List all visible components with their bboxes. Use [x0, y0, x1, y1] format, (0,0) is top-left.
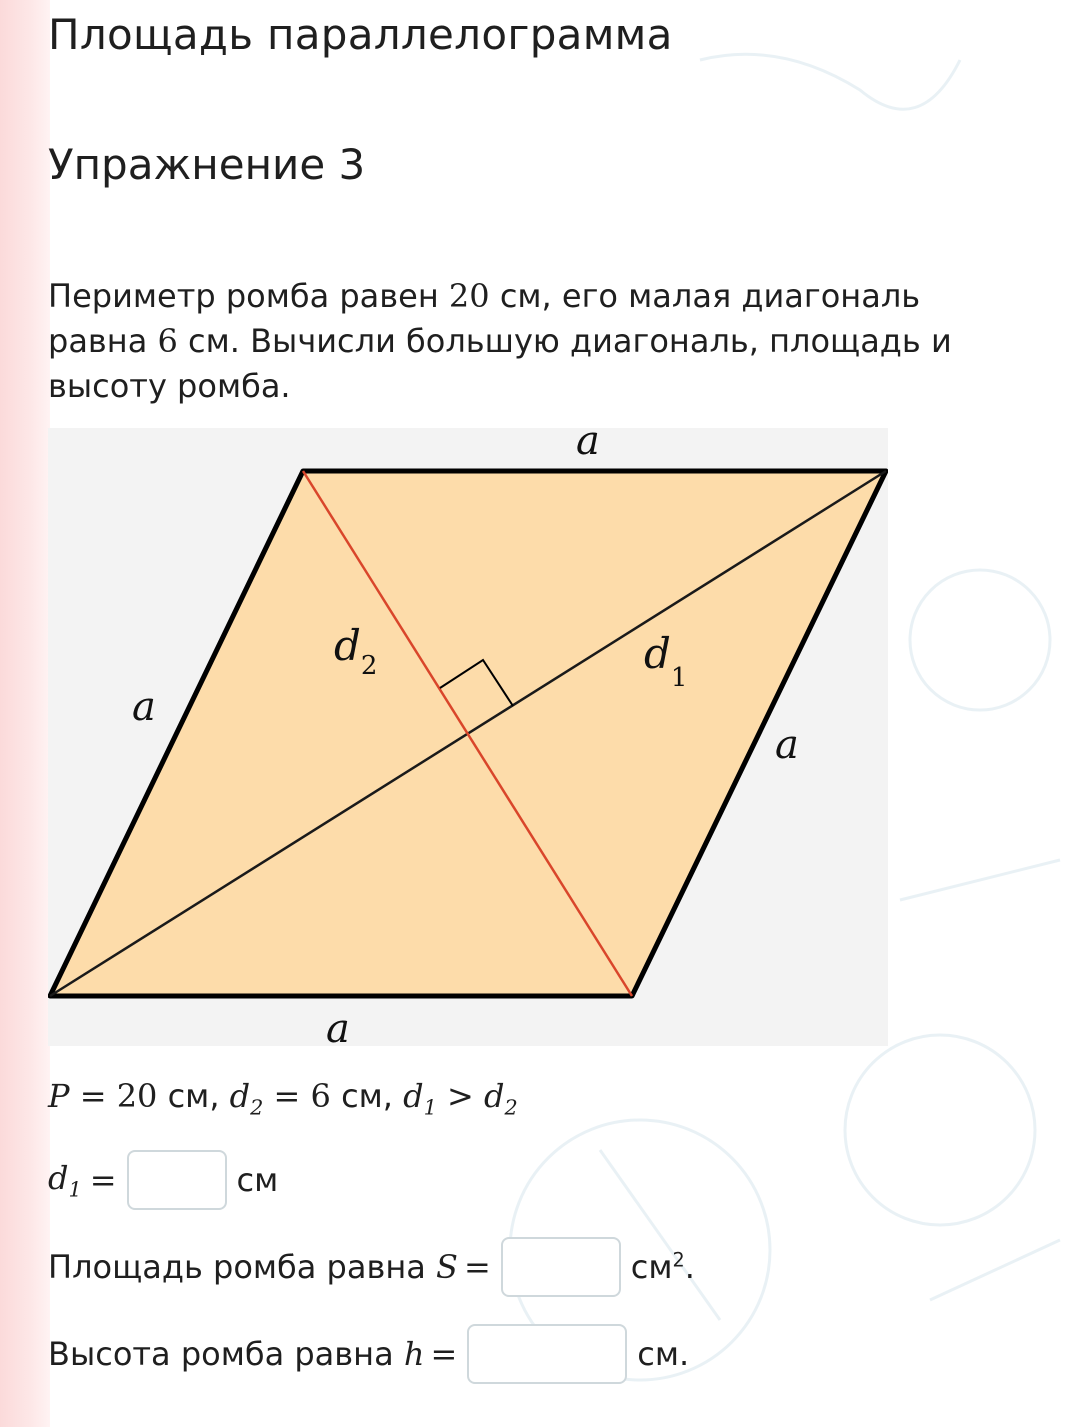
side-label-right: a	[775, 722, 799, 768]
answer-area-label: Площадь ромба равна	[48, 1248, 437, 1286]
answer-d1-letter: d	[48, 1158, 69, 1197]
given-gt: >	[447, 1077, 474, 1115]
answer-area-end: .	[684, 1248, 695, 1286]
given-d2-var-repeat	[484, 1077, 518, 1120]
given-unit2: см,	[341, 1077, 393, 1115]
exercise-heading: Упражнение 3	[48, 140, 366, 189]
given-eq2: =	[273, 1077, 301, 1115]
answer-row-area	[48, 1236, 695, 1298]
side-label-top: a	[576, 428, 600, 464]
problem-text-part2: см, его малая диагональ равна	[48, 277, 921, 360]
given-unit1: см,	[167, 1077, 220, 1115]
answer-height-eq: =	[430, 1335, 458, 1373]
given-d2-var	[229, 1077, 264, 1120]
answer-height-unit-wrap	[637, 1335, 689, 1373]
problem-perimeter-value: 20	[448, 277, 490, 315]
given-p-var: P	[48, 1077, 70, 1115]
answer-area-unit: см	[630, 1248, 673, 1286]
problem-text-part1: Периметр ромба равен	[48, 277, 449, 315]
given-d2-letter-repeat: d	[484, 1077, 505, 1115]
side-label-left: a	[132, 684, 156, 730]
area-answer-input[interactable]	[501, 1237, 621, 1297]
page-title: Площадь параллелограмма	[48, 10, 673, 59]
rhombus-figure	[48, 428, 888, 1046]
given-p-value: 20	[116, 1077, 158, 1115]
given-d2-value: 6	[310, 1077, 331, 1115]
given-values	[48, 1077, 518, 1119]
given-d2-sub: 2	[250, 1095, 264, 1120]
answer-d1-sub: 1	[68, 1177, 82, 1202]
answer-d1-unit: см	[236, 1161, 279, 1199]
answer-area-var: S	[436, 1248, 458, 1286]
answer-height-end: .	[679, 1335, 690, 1373]
given-d2-letter: d	[229, 1077, 251, 1115]
answer-area-unit-wrap	[631, 1248, 695, 1286]
height-answer-input[interactable]	[467, 1324, 627, 1384]
side-label-bottom: a	[326, 1006, 350, 1046]
answer-height-label: Высота ромба равна	[48, 1335, 404, 1373]
label-d2-main: d	[334, 621, 361, 670]
given-d1-var	[403, 1077, 437, 1120]
answer-row-d1	[48, 1149, 278, 1211]
answer-area-eq: =	[463, 1248, 491, 1286]
answer-d1-eq: =	[89, 1161, 117, 1199]
given-d2-sub-repeat: 2	[504, 1095, 518, 1120]
answer-area-unit-sup: 2	[672, 1248, 685, 1272]
label-d1-sub: 1	[670, 663, 688, 693]
answer-height-var: h	[403, 1335, 425, 1373]
given-d1-sub: 1	[423, 1095, 437, 1120]
d1-answer-input[interactable]	[127, 1150, 227, 1210]
label-d2-sub: 2	[360, 651, 378, 681]
answer-height-unit: см	[637, 1335, 679, 1373]
answer-row-height	[48, 1323, 689, 1385]
given-eq1: =	[79, 1077, 107, 1115]
rhombus-diagram	[48, 428, 888, 1046]
given-d1-letter: d	[403, 1077, 424, 1115]
problem-statement	[48, 274, 1028, 409]
label-d1-main: d	[644, 629, 671, 678]
problem-text-part3: см. Вычисли большую диагональ, площадь и высоту ромба.	[48, 322, 952, 405]
answer-d1-var	[48, 1159, 82, 1201]
problem-diagonal-value: 6	[157, 322, 178, 360]
